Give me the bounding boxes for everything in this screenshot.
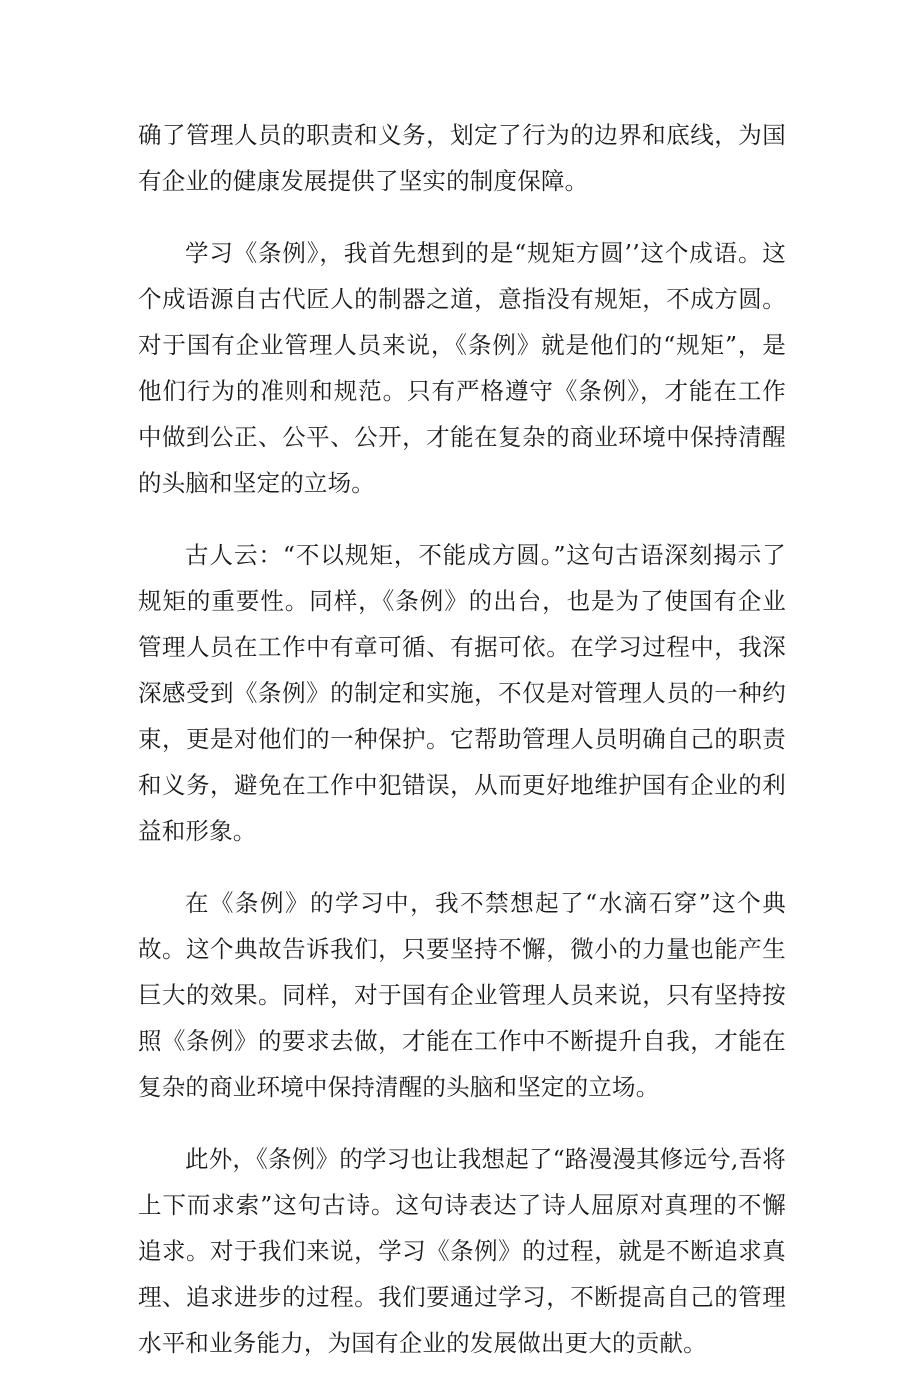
paragraph-4: 在《条例》的学习中，我不禁想起了“水滴石穿”这个典故。这个典故告诉我们，只要坚持不懈，微小的力量也能产生巨大的效果。同样，对于国有企业管理人员来说，只有坚持按照《条例》的要求去做，才能在工作中不断提升自我，才能在复杂的商业环境中保持清醒的头脑和坚定的立场。 [138,889,786,1101]
paragraph-1: 确了管理人员的职责和义务，划定了行为的边界和底线，为国有企业的健康发展提供了坚实的制度保障。 [138,121,786,195]
paragraph-2: 学习《条例》，我首先想到的是“规矩方圆’’这个成语。这个成语源自古代匠人的制器之道，意指没有规矩，不成方圆。对于国有企业管理人员来说，《条例》就是他们的“规矩”，是他们行为的准则和规范。只有严格遵守《条例》，才能在工作中做到公正、公平、公开，才能在复杂的商业环境中保持清醒的头脑和坚定的立场。 [138,239,786,497]
paragraph-3: 古人云：“不以规矩，不能成方圆。”这句古语深刻揭示了规矩的重要性。同样，《条例》的出台，也是为了使国有企业管理人员在工作中有章可循、有据可依。在学习过程中，我深深感受到《条例》的制定和实施，不仅是对管理人员的一种约束，更是对他们的一种保护。它帮助管理人员明确自己的职责和义务，避免在工作中犯错误，从而更好地维护国有企业的利益和形象。 [138,541,786,845]
paragraph-5: 此外，《条例》的学习也让我想起了“路漫漫其修远兮,吾将上下而求索”这句古诗。这句诗表达了诗人屈原对真理的不懈追求。对于我们来说，学习《条例》的过程，就是不断追求真理、追求进步的过程。我们要通过学习，不断提高自己的管理水平和业务能力，为国有企业的发展做出更大的贡献。 [138,1145,786,1357]
document-body [138,112,786,1392]
